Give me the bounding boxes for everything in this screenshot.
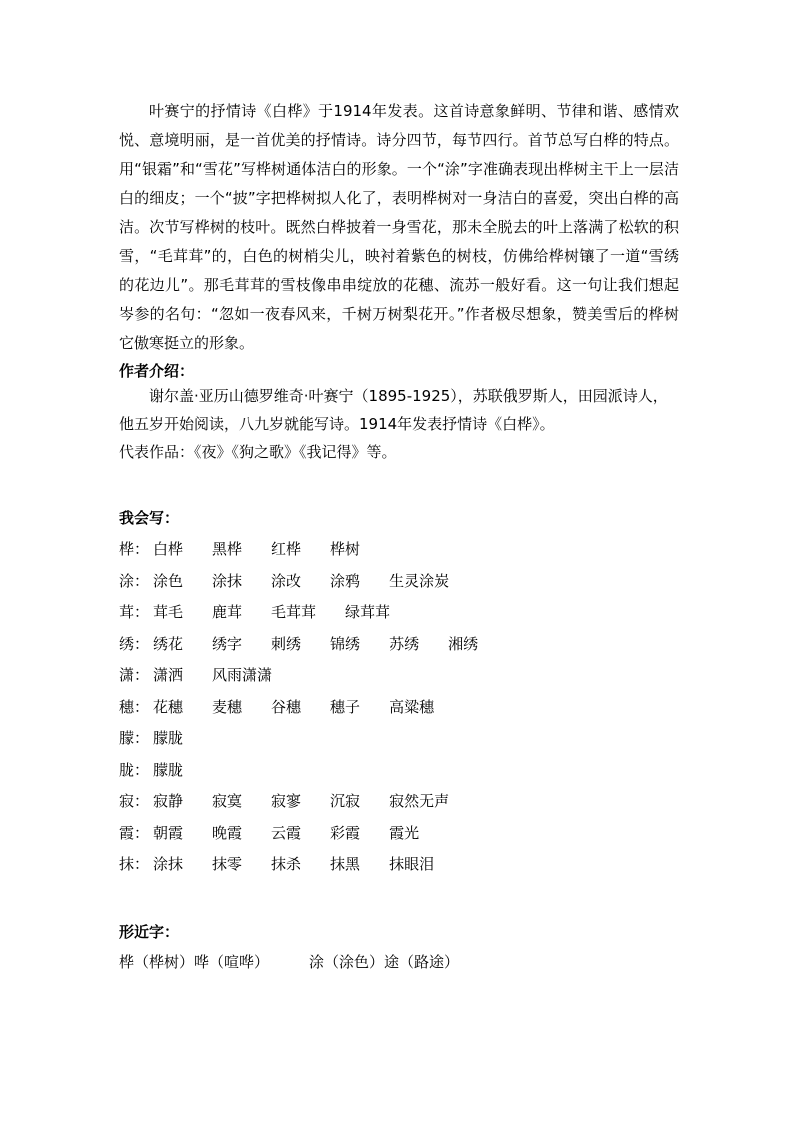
vocab-row xyxy=(119,848,679,880)
vocab-word: 彩霞 xyxy=(330,823,361,842)
vocab-word: 涂色 xyxy=(153,571,184,590)
vocab-character: 胧： xyxy=(119,760,150,779)
vocab-row xyxy=(119,533,679,565)
vocab-word: 毛茸茸 xyxy=(271,603,317,622)
vocab-word: 绣字 xyxy=(212,634,243,653)
vocab-row xyxy=(119,785,679,817)
vocab-word: 抹零 xyxy=(212,855,243,874)
vocab-row xyxy=(119,628,679,660)
vocab-heading: 我会写： xyxy=(119,509,180,527)
vocab-word: 苏绣 xyxy=(389,634,420,653)
vocab-word: 云霞 xyxy=(271,823,302,842)
vocab-word: 刺绣 xyxy=(271,634,302,653)
author-heading: 作者介绍： xyxy=(119,362,195,380)
vocab-word: 风雨潇潇 xyxy=(212,666,273,685)
vocab-word: 寂寞 xyxy=(212,792,243,811)
vocab-word: 抹黑 xyxy=(330,855,361,874)
vocab-word: 朦胧 xyxy=(153,729,184,748)
representative-works: 代表作品：《夜》《狗之歌》《我记得》等。 xyxy=(119,443,397,461)
vocab-word: 晚霞 xyxy=(212,823,243,842)
vocab-word: 涂抹 xyxy=(153,855,184,874)
similar-chars-row xyxy=(119,947,679,977)
vocab-word: 花穗 xyxy=(153,697,184,716)
vocab-row xyxy=(119,817,679,849)
vocab-character: 寂： xyxy=(119,792,150,811)
vocab-word: 生灵涂炭 xyxy=(389,571,450,590)
author-bio: 谢尔盖·亚历山德罗维奇·叶赛宁（1895-1925），苏联俄罗斯人，田园派诗人，他五岁开始阅读，八九岁就能写诗。1914年发表抒情诗《白桦》。 xyxy=(119,387,668,433)
vocab-word: 穗子 xyxy=(330,697,361,716)
vocab-word: 抹眼泪 xyxy=(389,855,435,874)
vocab-word: 寂然无声 xyxy=(389,792,450,811)
vocab-row xyxy=(119,691,679,723)
vocab-word: 绿茸茸 xyxy=(345,603,391,622)
vocab-word: 寂寥 xyxy=(271,792,302,811)
vocab-word: 朦胧 xyxy=(153,760,184,779)
vocab-word: 黑桦 xyxy=(212,540,243,559)
vocab-character: 霞： xyxy=(119,823,150,842)
vocab-word: 涂改 xyxy=(271,571,302,590)
vocab-word: 涂鸦 xyxy=(330,571,361,590)
vocab-row xyxy=(119,596,679,628)
vocab-word: 茸毛 xyxy=(153,603,184,622)
vocab-row xyxy=(119,722,679,754)
vocab-row xyxy=(119,565,679,597)
vocab-character: 涂： xyxy=(119,571,150,590)
vocab-word: 桦树 xyxy=(330,540,361,559)
vocab-word: 寂静 xyxy=(153,792,184,811)
vocab-character: 朦： xyxy=(119,729,150,748)
vocab-row xyxy=(119,659,679,691)
vocab-word: 白桦 xyxy=(153,540,184,559)
vocab-character: 桦： xyxy=(119,540,150,559)
vocab-word: 绣花 xyxy=(153,634,184,653)
vocab-word: 高粱穗 xyxy=(389,697,435,716)
similar-chars-item: 桦（桦树）哗（喧哗） xyxy=(119,952,270,971)
vocab-word: 谷穗 xyxy=(271,697,302,716)
vocab-word: 沉寂 xyxy=(330,792,361,811)
vocab-row xyxy=(119,754,679,786)
vocab-word: 抹杀 xyxy=(271,855,302,874)
vocab-word: 鹿茸 xyxy=(212,603,243,622)
vocab-word: 湘绣 xyxy=(448,634,479,653)
analysis-paragraph: 叶赛宁的抒情诗《白桦》于1914年发表。这首诗意象鲜明、节律和谐、感情欢悦、意境明丽，是一首优美的抒情诗。诗分四节，每节四行。首节总写白桦的特点。用“银霜”和“雪花”写桦树通体洁白的形象。一个“涂”字准确表现出桦树主干上一层洁白的细皮；一个“披”字把桦树拟人化了，表明桦树对一身洁白的喜爱，突出白桦的高洁。次节写桦树的枝叶。既然白桦披着一身雪花，那未全脱去的叶上落满了松软的积雪，“毛茸茸”的，白色的树梢尖儿，映衬着紫色的树枝，仿佛给桦树镶了一道“雪绣的花边儿”。那毛茸茸的雪枝像串串绽放的花穗、流苏一般好看。这一句让我们想起岑参的名句：“忽如一夜春风来，千树万树梨花开。”作者极尽想象，赞美雪后的桦树它傲寒挺立的形象。 xyxy=(119,102,679,352)
vocab-word: 锦绣 xyxy=(330,634,361,653)
vocab-character: 抹： xyxy=(119,855,150,874)
vocab-character: 茸： xyxy=(119,603,150,622)
document-page xyxy=(119,97,679,977)
section-spacer xyxy=(119,880,679,917)
vocab-character: 穗： xyxy=(119,697,150,716)
vocab-word: 潇洒 xyxy=(153,666,184,685)
vocab-word: 红桦 xyxy=(271,540,302,559)
similar-chars-item: 涂（涂色）途（路途） xyxy=(309,952,460,971)
similar-chars-heading: 形近字： xyxy=(119,922,180,941)
vocab-word: 朝霞 xyxy=(153,823,184,842)
vocab-character: 绣： xyxy=(119,634,150,653)
vocab-word: 涂抹 xyxy=(212,571,243,590)
vocab-word: 霞光 xyxy=(389,823,420,842)
vocab-list xyxy=(119,533,679,880)
vocab-word: 麦穗 xyxy=(212,697,243,716)
section-spacer xyxy=(119,466,679,503)
vocab-character: 潇： xyxy=(119,666,150,685)
